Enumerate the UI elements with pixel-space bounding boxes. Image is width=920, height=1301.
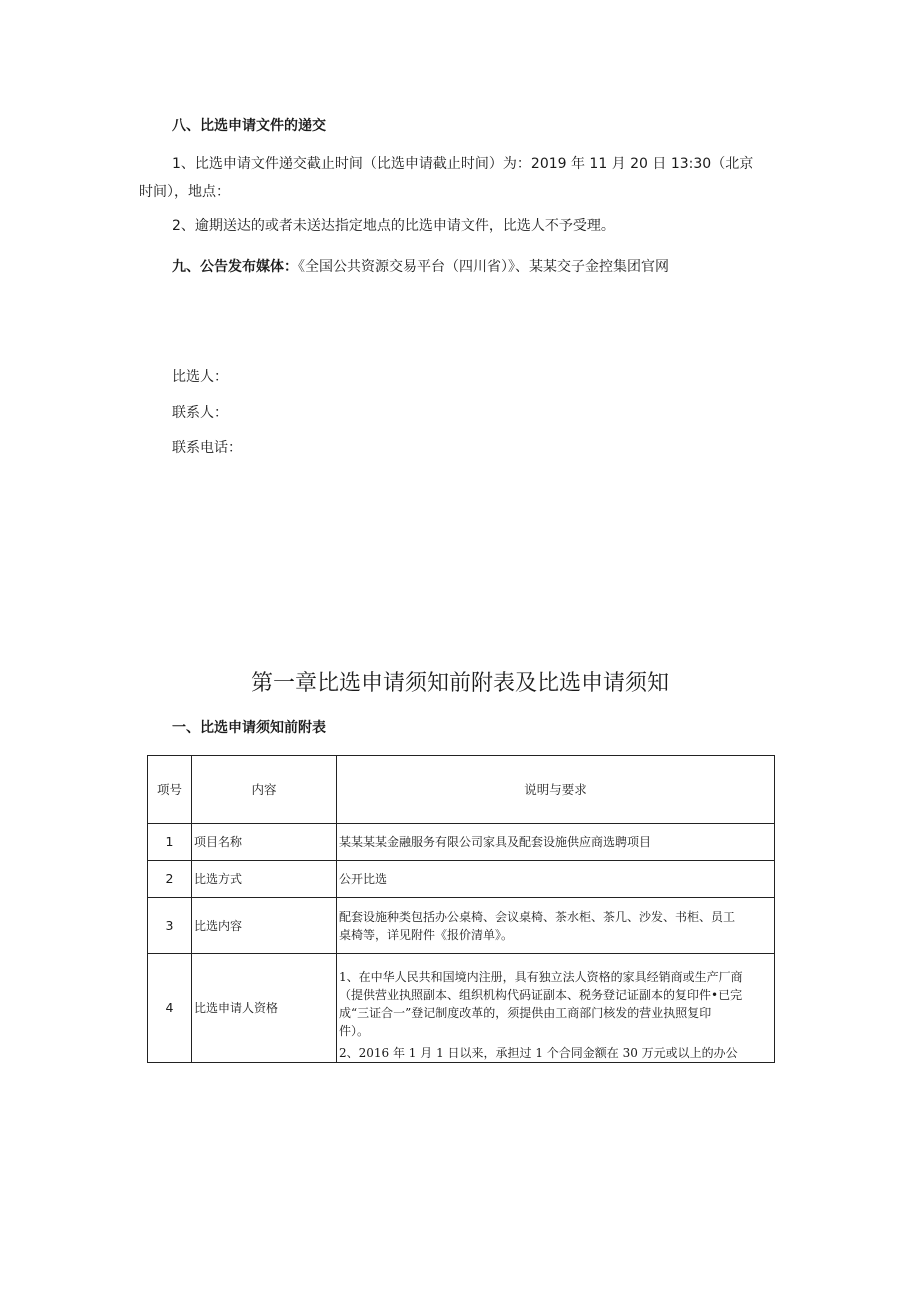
header-desc: 说明与要求: [337, 756, 775, 824]
requirements-table: [147, 755, 775, 1063]
row-desc: [337, 898, 775, 954]
row-no: 2: [148, 861, 192, 898]
row-content: 比选内容: [192, 898, 337, 954]
row-desc: [337, 954, 775, 1063]
table-header-row: [148, 756, 775, 824]
row-content: 比选申请人资格: [192, 954, 337, 1063]
section9-content: 《全国公共资源交易平台（四川省）》、某某交子金控集团官网: [298, 259, 669, 275]
section8-heading: 八、比选申请文件的递交: [172, 118, 326, 134]
row-desc-line: 2、2016 年 1 月 1 日以来，承担过 1 个合同金额在 30 万元或以上的办公: [339, 1046, 738, 1060]
row-no: 3: [148, 898, 192, 954]
selector-label: 比选人：: [172, 369, 228, 385]
row-desc-line: 1、在中华人民共和国境内注册，具有独立法人资格的家具经销商或生产厂商: [339, 970, 743, 984]
section8-item1-line2: 时间），地点：: [139, 184, 230, 200]
row-desc: [337, 824, 775, 861]
section9-line: [172, 257, 669, 277]
phone-label: 联系电话：: [172, 440, 242, 456]
row-desc-line: （提供营业执照副本、组织机构代码证副本、税务登记证副本的复印件•已完: [339, 988, 743, 1002]
chapter-title: 第一章比选申请须知前附表及比选申请须知: [250, 671, 669, 696]
row-desc-line: 某某某某金融服务有限公司家具及配套设施供应商选聘项目: [339, 835, 652, 849]
row-desc-line: 成“三证合一”登记制度改革的，须提供由工商部门核发的营业执照复印: [339, 1006, 712, 1020]
table-row: [148, 898, 775, 954]
row-desc-line: 公开比选: [339, 872, 388, 886]
table-row: [148, 824, 775, 861]
section8-item2: 2、逾期送达的或者未送达指定地点的比选申请文件，比选人不予受理。: [172, 218, 615, 234]
row-no: 4: [148, 954, 192, 1063]
row-desc: [337, 861, 775, 898]
row-desc-line: 配套设施种类包括办公桌椅、会议桌椅、茶水柜、茶几、沙发、书柜、员工: [339, 909, 736, 924]
table-row: [148, 954, 775, 1063]
section8-item1-line1: 1、比选申请文件递交截止时间（比选申请截止时间）为：2019 年 11 月 20 日 13:30（北京: [172, 156, 754, 172]
row-content: 比选方式: [192, 861, 337, 898]
row-content: 项目名称: [192, 824, 337, 861]
contact-person-label: 联系人：: [172, 405, 228, 421]
row-desc-line: 件）。: [339, 1024, 370, 1038]
row-desc-line: 桌椅等，详见附件《报价清单》。: [339, 927, 514, 942]
header-content: 内容: [192, 756, 337, 824]
header-no: 项号: [148, 756, 192, 824]
section9-heading: 九、公告发布媒体：: [172, 259, 298, 275]
table-row: [148, 861, 775, 898]
row-no: 1: [148, 824, 192, 861]
chapter-subheading: 一、比选申请须知前附表: [172, 720, 326, 736]
